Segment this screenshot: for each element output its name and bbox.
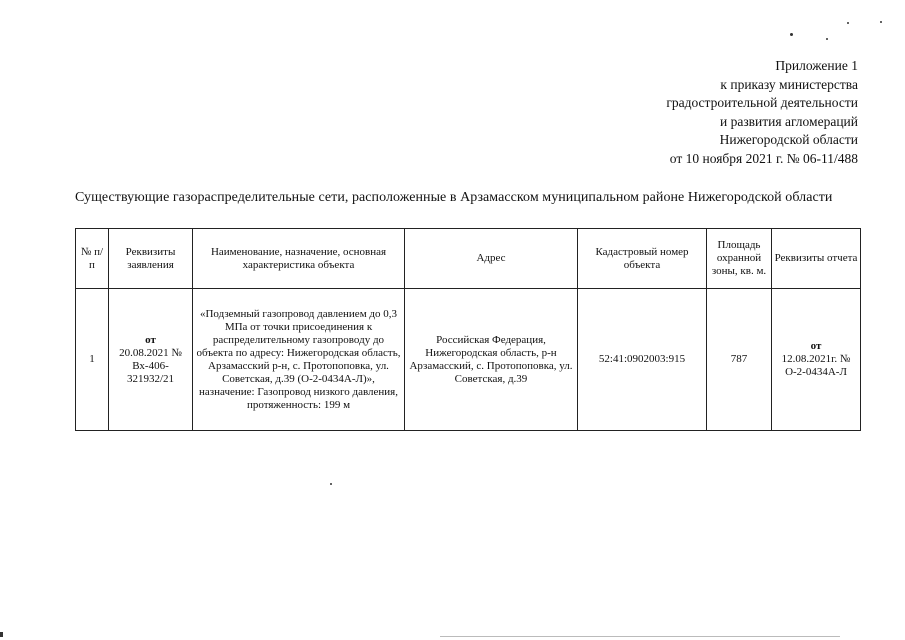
cell-area: 787 bbox=[707, 289, 772, 431]
appendix-line: Нижегородской области bbox=[719, 132, 858, 147]
cell-report bbox=[772, 289, 861, 431]
appendix-line: от 10 ноября 2021 г. № 06-11/488 bbox=[669, 150, 858, 166]
appendix-line: к приказу министерства bbox=[720, 76, 858, 92]
table-row bbox=[76, 289, 861, 431]
cell-cadastral-number: 52:41:0902003:915 bbox=[578, 289, 707, 431]
header-cell-number: № п/п bbox=[76, 229, 109, 289]
appendix-line: градостроительной деятельности bbox=[666, 95, 858, 110]
header-cell-area: Площадь охранной зоны, кв. м. bbox=[707, 229, 772, 289]
scan-speck bbox=[847, 22, 849, 24]
application-details: 20.08.2021 № Вх-406-321932/21 bbox=[119, 346, 182, 385]
scan-speck bbox=[330, 483, 332, 485]
report-prefix: от bbox=[810, 340, 822, 352]
document-title: Существующие газораспределительные сети, расположенные в Арзамасском муниципальном районе Нижегородской области bbox=[75, 190, 833, 205]
scan-edge-line bbox=[440, 636, 840, 637]
appendix-line: и развития агломераций bbox=[719, 113, 858, 129]
report-details: 12.08.2021г. № О-2-0434А-Л bbox=[781, 353, 851, 378]
header-cell-description: Наименование, назначение, основная характеристика объекта bbox=[193, 229, 405, 289]
gas-networks-table bbox=[75, 228, 861, 431]
application-prefix: от bbox=[145, 333, 156, 346]
scan-speck bbox=[790, 33, 793, 36]
scan-speck bbox=[826, 38, 828, 40]
scan-speck bbox=[880, 21, 882, 23]
header-cell-address: Адрес bbox=[405, 229, 578, 289]
cell-description: «Подземный газопровод давлением до 0,3 МПа от точки присоединения к распределительному газопроводу до объекта по адресу: Нижегородская область, Арзамасский р-н, с. Протопоповка, ул. Советская, д.39 (О-2-0434А-Л)», назначение: Газопровод низкого давления, протяженность: 199 м bbox=[193, 289, 405, 431]
cell-address: Российская Федерация, Нижегородская область, р-н Арзамасский, с. Протопоповка, ул. Советская, д.39 bbox=[405, 289, 578, 431]
appendix-line: Приложение 1 bbox=[775, 58, 858, 73]
appendix-block bbox=[666, 57, 858, 168]
header-cell-cadastral: Кадастровый номер объекта bbox=[578, 229, 707, 289]
scan-speck bbox=[0, 632, 3, 637]
table-header-row bbox=[76, 229, 861, 289]
cell-number: 1 bbox=[76, 289, 109, 431]
cell-application bbox=[109, 289, 193, 431]
header-cell-report: Реквизиты отчета bbox=[772, 229, 861, 289]
header-cell-application: Реквизиты заявления bbox=[109, 229, 193, 289]
